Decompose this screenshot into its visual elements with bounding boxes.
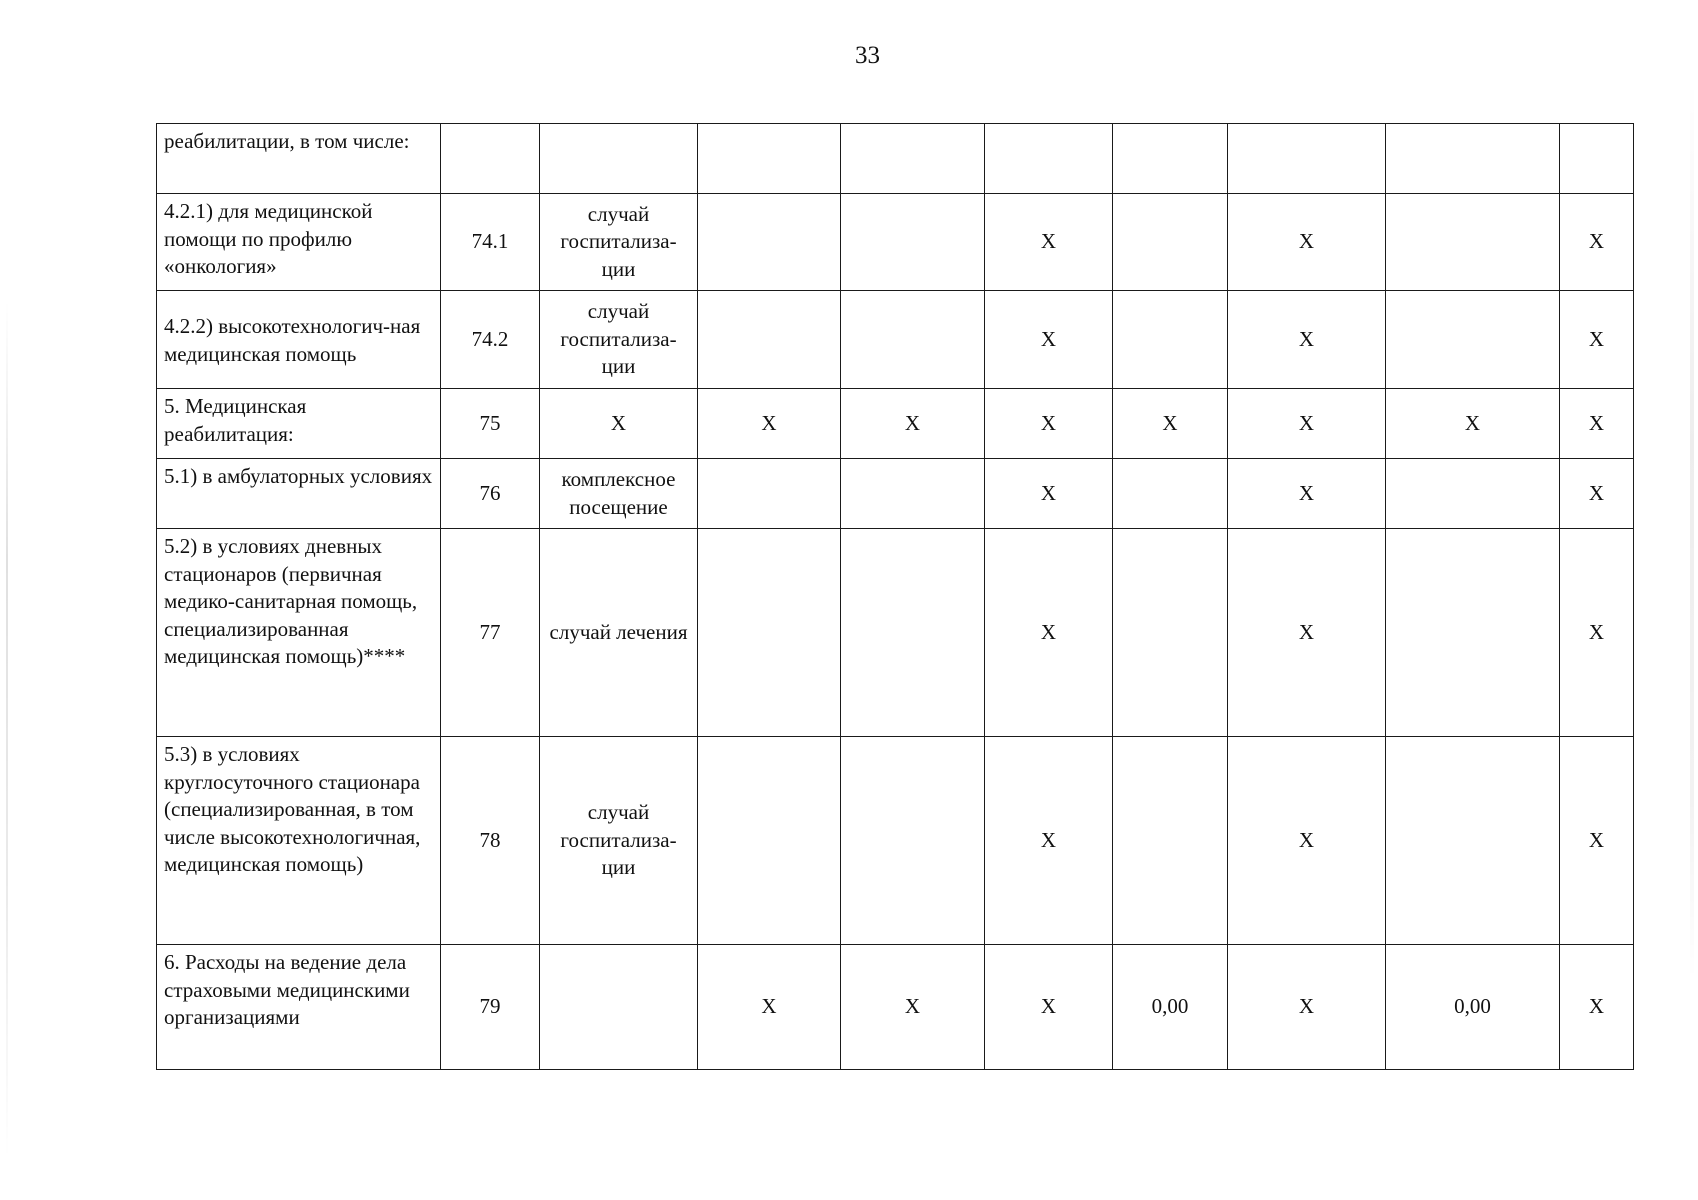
table-row (157, 459, 1634, 529)
cell-col-9 (1386, 291, 1560, 389)
cell-col-5 (841, 529, 985, 737)
cell-col-9: X (1386, 389, 1560, 459)
row-name: 4.2.1) для медицинской помощи по профилю «онкология» (157, 194, 441, 291)
cell-col-10: X (1560, 459, 1634, 529)
row-unit: X (540, 389, 698, 459)
row-number: 79 (441, 945, 540, 1070)
row-name: реабилитации, в том числе: (157, 124, 441, 194)
scan-edge-right (1690, 80, 1694, 980)
cell-col-10: X (1560, 737, 1634, 945)
table-row (157, 389, 1634, 459)
row-unit: случай госпитализа-ции (540, 194, 698, 291)
cell-col-8: X (1228, 194, 1386, 291)
row-name: 5.2) в условиях дневных стационаров (первичная медико-санитарная помощь, специализированная медицинская помощь)**** (157, 529, 441, 737)
cell-col-9 (1386, 124, 1560, 194)
cell-col-4 (698, 737, 841, 945)
cell-col-4 (698, 459, 841, 529)
cell-col-8: X (1228, 459, 1386, 529)
row-unit (540, 124, 698, 194)
table-row (157, 945, 1634, 1070)
table-row (157, 737, 1634, 945)
document-table-wrapper (156, 123, 1633, 1070)
cell-col-10: X (1560, 945, 1634, 1070)
row-number: 74.2 (441, 291, 540, 389)
cell-col-6: X (985, 459, 1113, 529)
cell-col-9 (1386, 737, 1560, 945)
cell-col-9 (1386, 529, 1560, 737)
cell-col-5 (841, 737, 985, 945)
cell-col-10: X (1560, 291, 1634, 389)
row-number: 77 (441, 529, 540, 737)
table-row (157, 529, 1634, 737)
cell-col-6: X (985, 529, 1113, 737)
row-unit: случай лечения (540, 529, 698, 737)
cell-col-6: X (985, 737, 1113, 945)
cell-col-9 (1386, 194, 1560, 291)
cell-col-7 (1113, 291, 1228, 389)
row-unit: комплексное посещение (540, 459, 698, 529)
cell-col-5: X (841, 945, 985, 1070)
cell-col-4 (698, 529, 841, 737)
cell-col-6 (985, 124, 1113, 194)
cell-col-8 (1228, 124, 1386, 194)
cell-col-6: X (985, 389, 1113, 459)
cell-col-5: X (841, 389, 985, 459)
table-row (157, 291, 1634, 389)
table-row (157, 194, 1634, 291)
document-table (156, 123, 1634, 1070)
cell-col-9: 0,00 (1386, 945, 1560, 1070)
cell-col-7 (1113, 459, 1228, 529)
cell-col-4: X (698, 945, 841, 1070)
cell-col-10: X (1560, 529, 1634, 737)
row-name: 5.3) в условиях круглосуточного стационара (специализированная, в том числе высокотехнологичная, медицинская помощь) (157, 737, 441, 945)
row-unit (540, 945, 698, 1070)
cell-col-4: X (698, 389, 841, 459)
cell-col-7: 0,00 (1113, 945, 1228, 1070)
row-name: 5. Медицинская реабилитация: (157, 389, 441, 459)
row-number (441, 124, 540, 194)
scan-edge-left (6, 300, 8, 1160)
page-number: 33 (855, 42, 880, 69)
row-number: 76 (441, 459, 540, 529)
cell-col-5 (841, 194, 985, 291)
row-name: 6. Расходы на ведение дела страховыми медицинскими организациями (157, 945, 441, 1070)
cell-col-7 (1113, 737, 1228, 945)
cell-col-10: X (1560, 194, 1634, 291)
row-name: 4.2.2) высокотехнологич-ная медицинская помощь (157, 291, 441, 389)
cell-col-10: X (1560, 389, 1634, 459)
cell-col-8: X (1228, 389, 1386, 459)
cell-col-6: X (985, 291, 1113, 389)
row-number: 78 (441, 737, 540, 945)
cell-col-5 (841, 291, 985, 389)
cell-col-9 (1386, 459, 1560, 529)
cell-col-8: X (1228, 945, 1386, 1070)
row-unit: случай госпитализа-ции (540, 737, 698, 945)
cell-col-8: X (1228, 737, 1386, 945)
row-number: 74.1 (441, 194, 540, 291)
table-row (157, 124, 1634, 194)
cell-col-10 (1560, 124, 1634, 194)
cell-col-4 (698, 291, 841, 389)
cell-col-7 (1113, 529, 1228, 737)
cell-col-4 (698, 124, 841, 194)
cell-col-7 (1113, 194, 1228, 291)
cell-col-5 (841, 124, 985, 194)
cell-col-6: X (985, 194, 1113, 291)
row-number: 75 (441, 389, 540, 459)
cell-col-7: X (1113, 389, 1228, 459)
row-name: 5.1) в амбулаторных условиях (157, 459, 441, 529)
cell-col-8: X (1228, 291, 1386, 389)
cell-col-6: X (985, 945, 1113, 1070)
cell-col-4 (698, 194, 841, 291)
cell-col-7 (1113, 124, 1228, 194)
cell-col-8: X (1228, 529, 1386, 737)
row-unit: случай госпитализа-ции (540, 291, 698, 389)
cell-col-5 (841, 459, 985, 529)
